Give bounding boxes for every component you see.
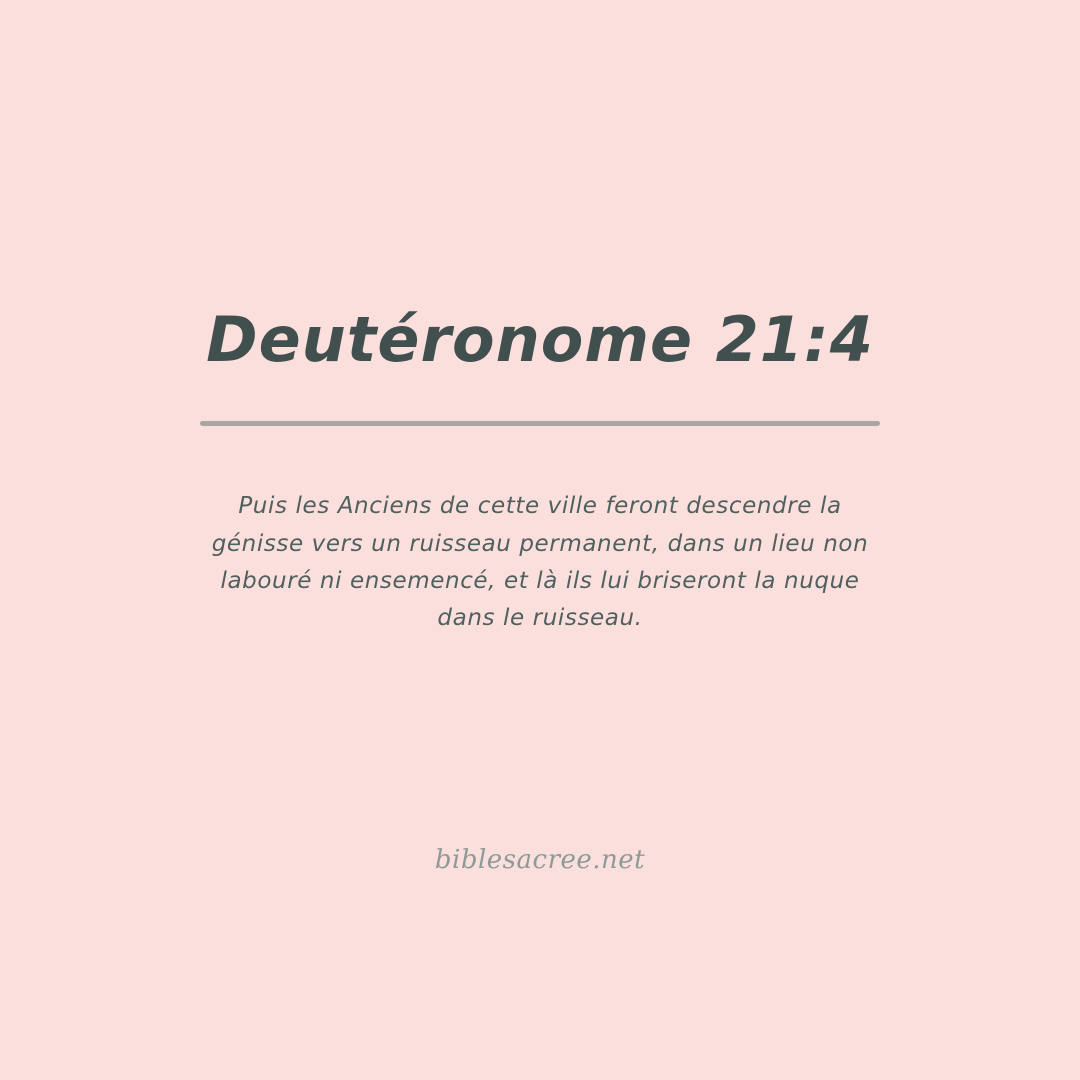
- divider: [200, 421, 880, 426]
- verse-text: Puis les Anciens de cette ville feront descendre la génisse vers un ruisseau permanent, dans un lieu non labouré ni ensemencé, et là ils lui briseront la nuque dans le ruisseau.: [211, 493, 869, 632]
- site-attribution: biblesacree.net: [434, 845, 646, 875]
- verse-reference: Deutéronome 21:4: [206, 303, 874, 376]
